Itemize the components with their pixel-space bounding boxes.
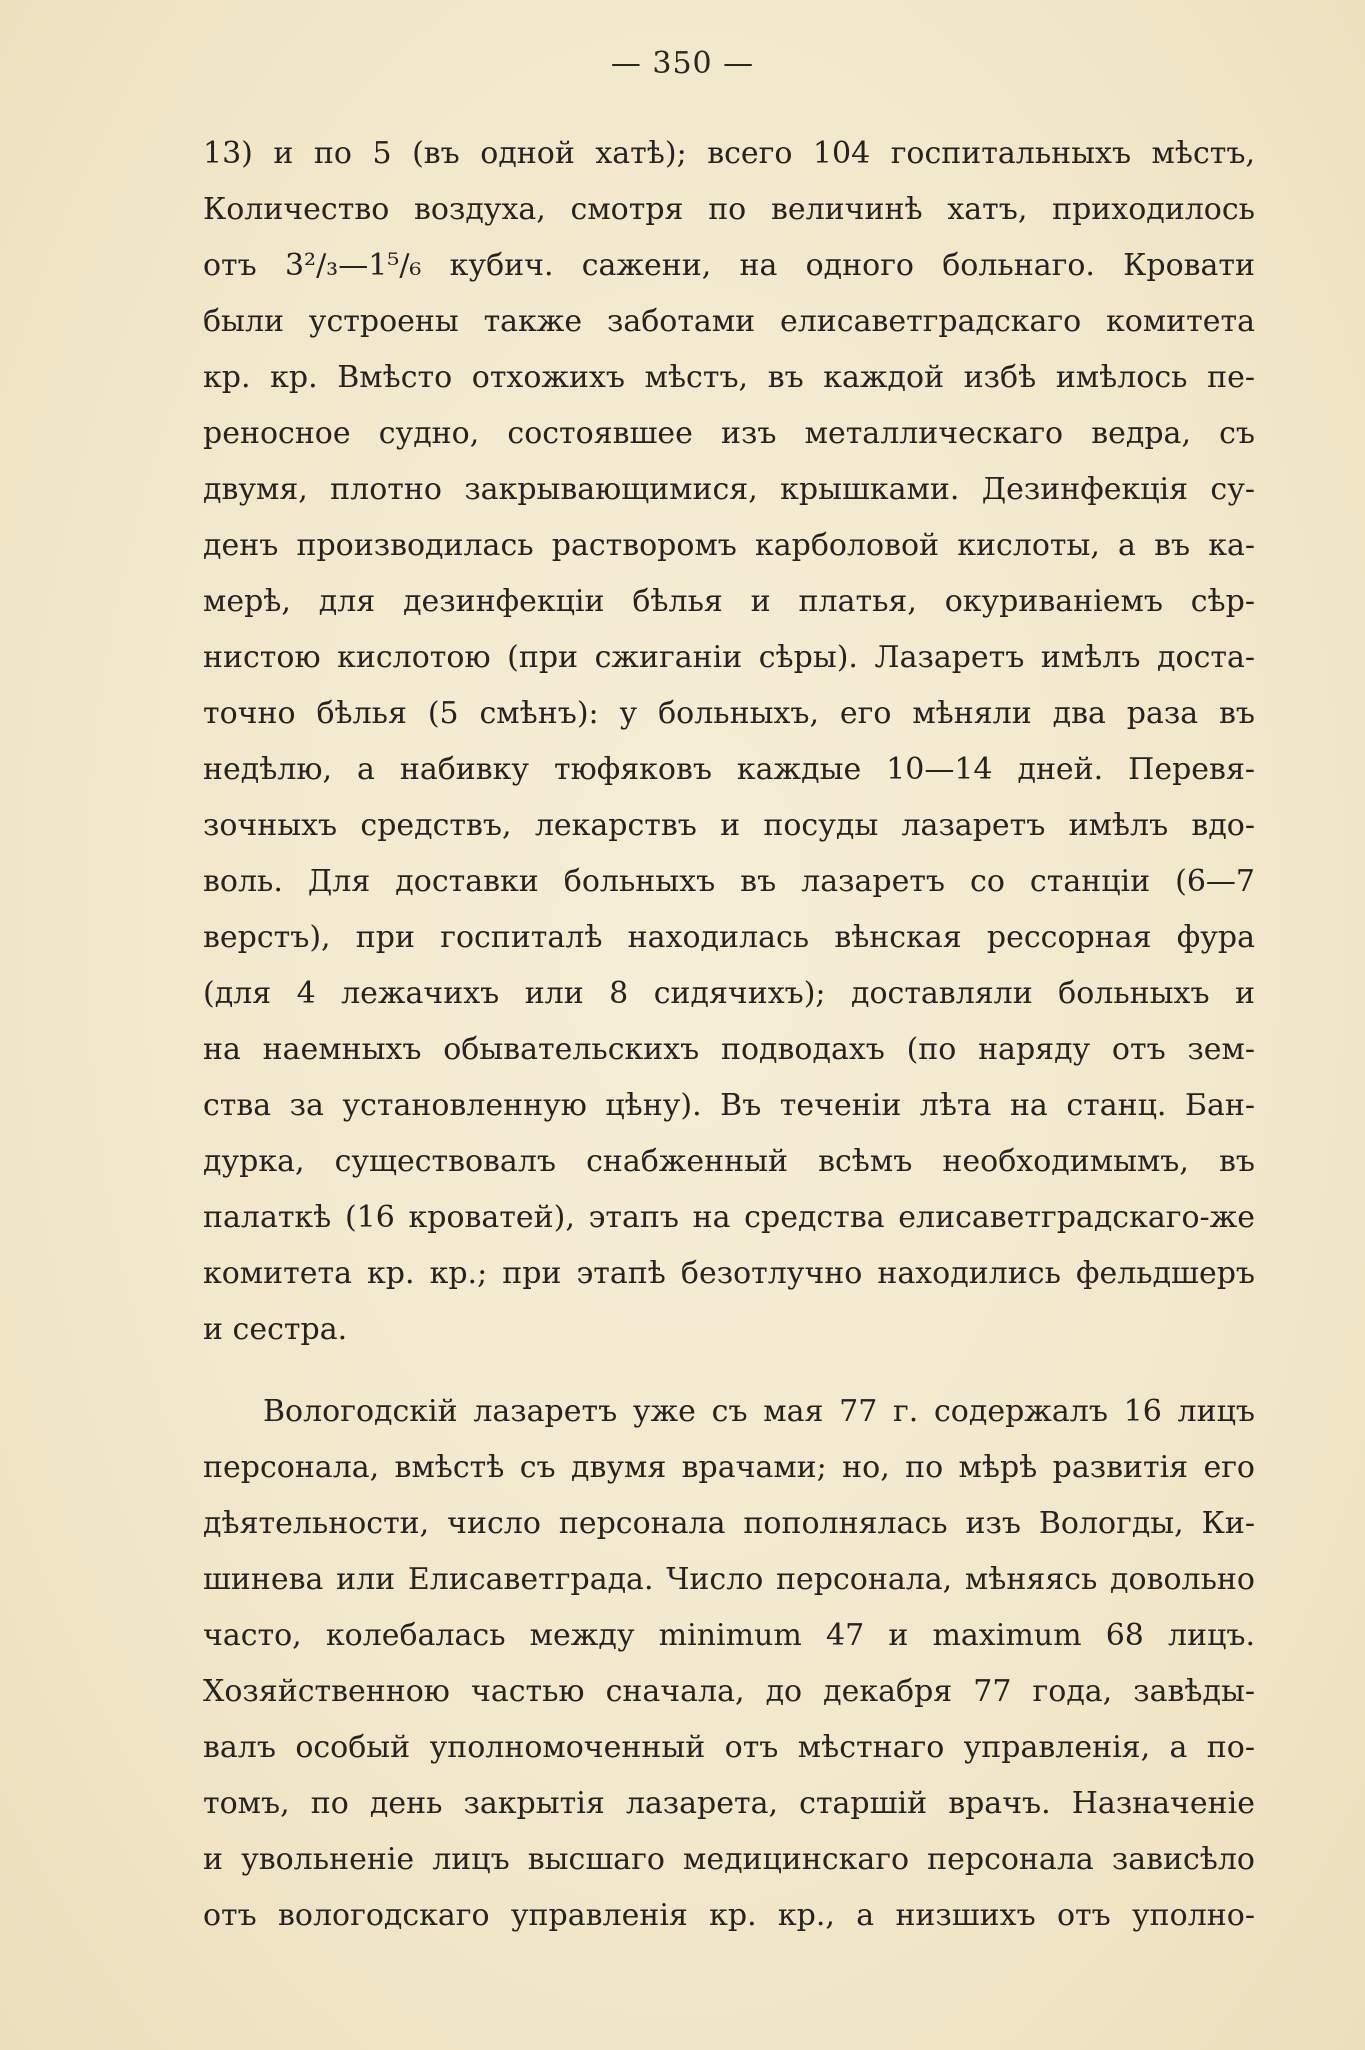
text-line: недѣлю, а набивку тюфяковъ каждые 10—14 дней. Перевя- (203, 752, 1255, 787)
text-line: валъ особый уполномоченный отъ мѣстнаго управленія, а по- (203, 1730, 1255, 1765)
text-line: воль. Для доставки больныхъ въ лазаретъ со станціи (6—7 (203, 864, 1255, 899)
text-line: и увольненіе лицъ высшаго медицинскаго персонала зависѣло (203, 1842, 1255, 1877)
text-line: томъ, по день закрытія лазарета, старшій врачъ. Назначеніе (203, 1786, 1255, 1821)
text-line: зочныхъ средствъ, лекарствъ и посуды лазаретъ имѣлъ вдо- (203, 808, 1255, 843)
text-line: мерѣ, для дезинфекціи бѣлья и платья, окуриваніемъ сѣр- (203, 584, 1255, 619)
text-line: отъ вологодскаго управленія кр. кр., а низшихъ отъ уполно- (203, 1898, 1255, 1933)
text-line: Хозяйственною частью сначала, до декабря 77 года, завѣды- (203, 1674, 1255, 1709)
text-line: двумя, плотно закрывающимися, крышками. Дезинфекція су- (203, 472, 1255, 507)
body-text (203, 126, 1255, 1944)
text-line: были устроены также заботами елисаветградскаго комитета (203, 304, 1255, 339)
page-number: — 350 — (610, 46, 755, 81)
text-line: кр. кр. Вмѣсто отхожихъ мѣстъ, въ каждой избѣ имѣлось пе- (203, 360, 1255, 395)
text-line: на наемныхъ обывательскихъ подводахъ (по наряду отъ зем- (203, 1032, 1255, 1067)
text-line: дурка, существовалъ снабженный всѣмъ необходимымъ, въ (203, 1144, 1255, 1179)
text-line: палаткѣ (16 кроватей), этапъ на средства елисаветградскаго-же (203, 1200, 1255, 1235)
text-line: точно бѣлья (5 смѣнъ): у больныхъ, его мѣняли два раза въ (203, 696, 1255, 731)
text-line: 13) и по 5 (въ одной хатѣ); всего 104 госпитальныхъ мѣстъ, (203, 136, 1255, 171)
text-line: отъ 3²/₃—1⁵/₆ кубич. сажени, на одного больнаго. Кровати (203, 248, 1255, 283)
text-line: часто, колебалась между minimum 47 и maximum 68 лицъ. (203, 1618, 1255, 1653)
text-line: реносное судно, состоявшее изъ металлическаго ведра, съ (203, 416, 1255, 451)
text-line: комитета кр. кр.; при этапѣ безотлучно находились фельдшеръ (203, 1256, 1255, 1291)
paragraph-gap (203, 1358, 1255, 1384)
text-line: денъ производилась растворомъ карболовой кислоты, а въ ка- (203, 528, 1255, 563)
text-line: Вологодскій лазаретъ уже съ мая 77 г. содержалъ 16 лицъ (263, 1394, 1255, 1429)
text-line: Количество воздуха, смотря по величинѣ хатъ, приходилось (203, 192, 1255, 227)
text-line: ства за установленную цѣну). Въ теченіи лѣта на станц. Бан- (203, 1088, 1255, 1123)
text-line: дѣятельности, число персонала пополнялась изъ Вологды, Ки- (203, 1506, 1255, 1541)
text-line: шинева или Елисаветграда. Число персонала, мѣняясь довольно (203, 1562, 1255, 1597)
text-line: персонала, вмѣстѣ съ двумя врачами; но, по мѣрѣ развитія его (203, 1450, 1255, 1485)
text-line: нистою кислотою (при сжиганіи сѣры). Лазаретъ имѣлъ доста- (203, 640, 1255, 675)
paragraph-2 (203, 1384, 1255, 1944)
text-line: (для 4 лежачихъ или 8 сидячихъ); доставляли больныхъ и (203, 976, 1255, 1011)
paragraph-1 (203, 126, 1255, 1358)
text-line: верстъ), при госпиталѣ находилась вѣнская рессорная фура (203, 920, 1255, 955)
text-line: и сестра. (203, 1312, 348, 1347)
